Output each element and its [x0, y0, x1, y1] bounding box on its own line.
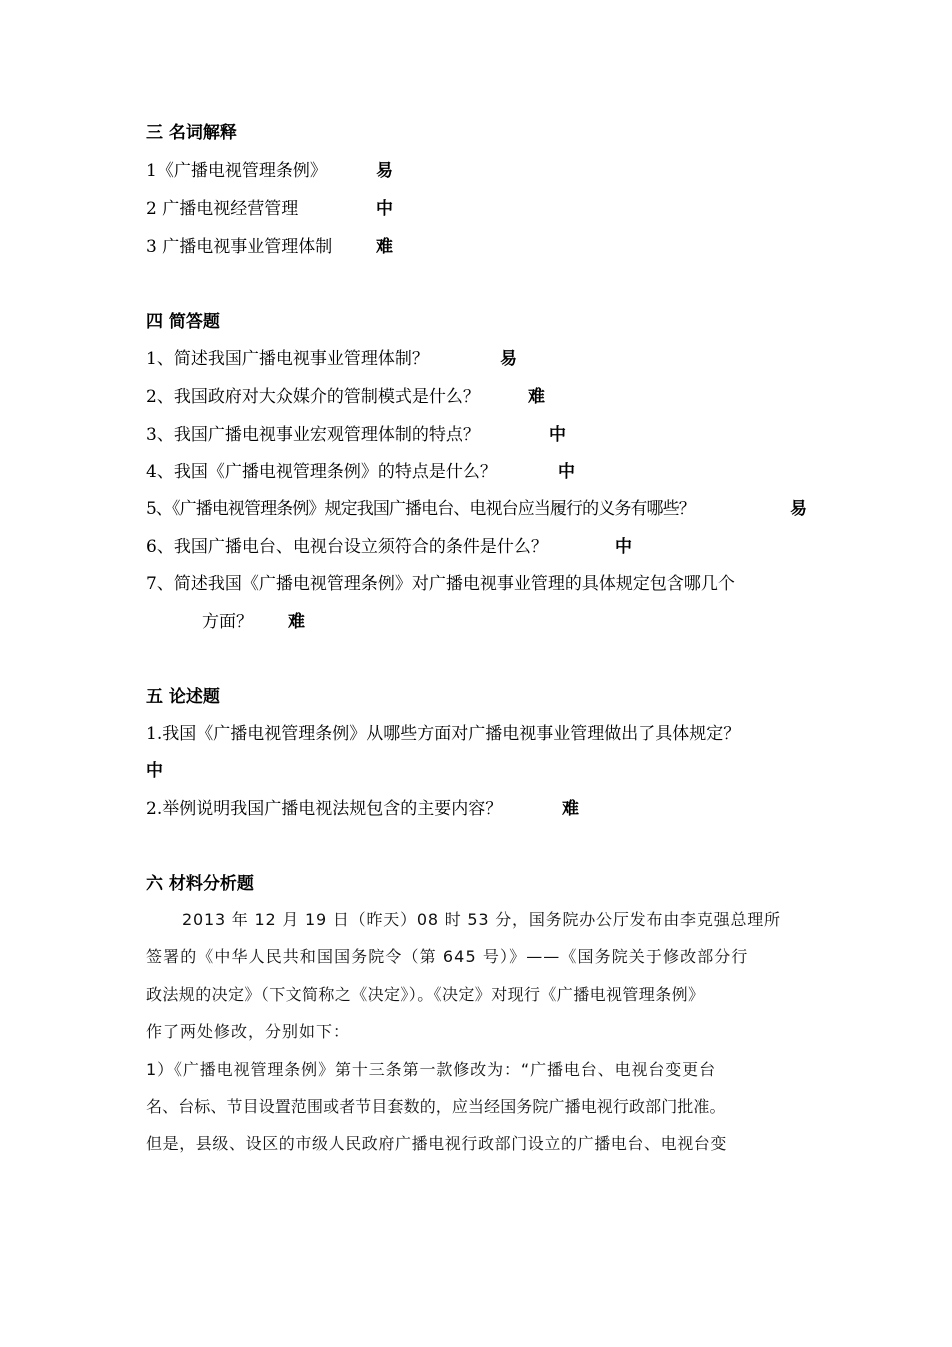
material-paragraph-line-1: 2013 年 12 月 19 日（昨天）08 时 53 分，国务院办公厅发布由李克强总理所	[182, 910, 781, 929]
difficulty-badge: 中	[376, 199, 393, 219]
item-text: 1、简述我国广播电视事业管理体制？	[146, 349, 429, 369]
difficulty-badge: 中	[146, 761, 163, 781]
item-text: 1.我国《广播电视管理条例》从哪些方面对广播电视事业管理做出了具体规定？	[146, 724, 741, 744]
section-5-title: 五 论述题	[146, 687, 220, 707]
section-5-item-2	[146, 799, 502, 819]
section-4-item-7-continuation	[202, 612, 253, 632]
item-text: 3、我国广播电视事业宏观管理体制的特点？	[146, 425, 480, 445]
difficulty-badge: 难	[376, 237, 393, 257]
material-paragraph-line-6: 名、台标、节目设置范围或者节目套数的，应当经国务院广播电视行政部门批准。	[146, 1097, 726, 1116]
section-3-item-2	[146, 199, 298, 219]
material-paragraph-line-5: 1）《广播电视管理条例》第十三条第一款修改为：“广播电台、电视台变更台	[146, 1060, 716, 1079]
section-3-item-3	[146, 237, 332, 257]
section-4-item-4	[146, 462, 497, 482]
section-5-item-1	[146, 724, 740, 744]
section-3-title: 三 名词解释	[146, 123, 237, 143]
section-4-item-5	[146, 499, 695, 519]
item-text: 6、我国广播电台、电视台设立须符合的条件是什么？	[146, 537, 548, 557]
section-4-item-2	[146, 387, 480, 407]
material-paragraph-line-7: 但是，县级、设区的市级人民政府广播电视行政部门设立的广播电台、电视台变	[146, 1134, 728, 1153]
item-text: 7、简述我国《广播电视管理条例》对广播电视事业管理的具体规定包含哪几个	[146, 574, 735, 594]
item-text: 3 广播电视事业管理体制	[146, 237, 333, 257]
item-text-continued: 方面？	[202, 612, 253, 632]
difficulty-badge: 易	[376, 161, 393, 181]
section-4-item-1	[146, 349, 429, 369]
item-text: 2、我国政府对大众媒介的管制模式是什么？	[146, 387, 480, 407]
difficulty-badge: 难	[288, 612, 305, 632]
section-4-title: 四 简答题	[146, 312, 220, 332]
difficulty-badge: 易	[500, 349, 517, 369]
item-text: 2.举例说明我国广播电视法规包含的主要内容？	[146, 799, 503, 819]
difficulty-badge: 中	[549, 425, 566, 445]
item-text: 2 广播电视经营管理	[146, 199, 299, 219]
difficulty-badge: 难	[528, 387, 545, 407]
material-paragraph-line-4: 作了两处修改，分别如下：	[146, 1022, 351, 1041]
item-text: 1《广播电视管理条例》	[146, 161, 327, 181]
section-4-item-7	[146, 574, 735, 594]
material-paragraph-line-2: 签署的《中华人民共和国国务院令（第 645 号）》——《国务院关于修改部分行	[146, 947, 749, 966]
section-3-item-1	[146, 161, 327, 181]
difficulty-badge: 中	[615, 537, 632, 557]
section-6-title: 六 材料分析题	[146, 874, 254, 894]
section-4-item-6	[146, 537, 548, 557]
difficulty-badge: 易	[790, 499, 807, 519]
section-4-item-3	[146, 425, 480, 445]
material-paragraph-line-3: 政法规的决定》（下文简称之《决定》）。《决定》对现行《广播电视管理条例》	[146, 985, 705, 1004]
item-text: 4、我国《广播电视管理条例》的特点是什么？	[146, 462, 497, 482]
item-text: 5、《广播电视管理条例》规定我国广播电台、电视台应当履行的义务有哪些？	[146, 499, 695, 519]
difficulty-badge: 难	[562, 799, 579, 819]
difficulty-badge: 中	[558, 462, 575, 482]
